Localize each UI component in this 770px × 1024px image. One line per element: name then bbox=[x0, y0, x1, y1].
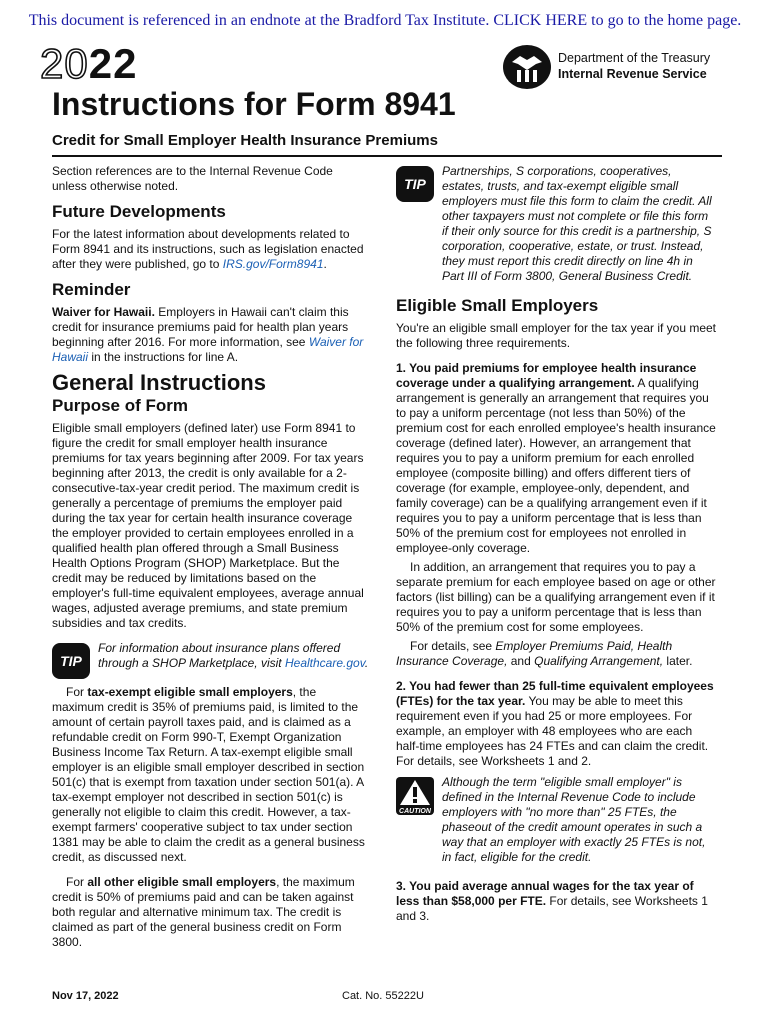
tax-exempt-paragraph: For tax-exempt eligible small employers, the maximum credit is 35% of premiums paid, is limited to the amount of certain payroll taxes paid, and is claimed as a refundable credit on Form 990-T, Exempt Organization Business Income Tax Return. A tax-exempt eligible small employer is an eligible small employer described in section 501(c) that is exempt from taxation under section 501(a). A tax-exempt employer not described in section 501(c) is generally not eligible to claim this credit. However, a tax-exempt farmers' cooperative subject to tax under section 1381 may be able to claim the credit as a general business credit, as discussed next. bbox=[52, 685, 365, 864]
eligible-intro: You're an eligible small employer for the tax year if you meet the following three requirements. bbox=[396, 321, 717, 350]
requirement-1-addition: In addition, an arrangement that requires you to pay a separate premium for each employee based on age or other factors (list billing) can be a qualifying arrangement even if it requires you to pay a uniform percentage that is less than 50% of the premium cost for some employees. bbox=[396, 560, 716, 634]
tip-icon: TIP bbox=[396, 166, 434, 202]
other-employers-paragraph: For all other eligible small employers, the maximum credit is 50% of premiums paid and can be taken against both regular and alternative minimum tax. The credit is claimed as part of the general business credit on Form 3800. bbox=[52, 875, 355, 949]
waiver-text: Waiver for Hawaii. Employers in Hawaii can't claim this credit for insurance premiums paid for health plan years beginning after 2016. For more information, see Waiver for Hawaii in the instructions for line A. bbox=[52, 305, 364, 364]
partnership-tip: TIP Partnerships, S corporations, cooperatives, estates, trusts, and tax-exempt eligible small employers must file this form to claim the credit. All other taxpayers must not complete or file this form if their only source for this credit is a partnership, S corporation, cooperative, estate, or trust. Instead, they must report this credit directly on line 4h in Part III of Form 3800, General Business Credit. bbox=[396, 164, 716, 284]
future-developments-heading: Future Developments bbox=[52, 202, 226, 221]
title-divider bbox=[52, 155, 722, 157]
waiver-for-hawaii-link[interactable]: Waiver for Hawaii bbox=[52, 335, 364, 364]
reminder-heading: Reminder bbox=[52, 280, 131, 299]
general-instructions-heading: General Instructions bbox=[52, 370, 266, 395]
page-subtitle: Credit for Small Employer Health Insurance Premiums bbox=[52, 132, 438, 149]
agency-block: Department of the Treasury Internal Revenue Service bbox=[558, 51, 711, 81]
caution-note: CAUTION Although the term "eligible small employer" is defined in the Internal Revenue Code to include employers with "no more than" 25 FTEs, the phaseout of the credit amount operates in such a way that an employer with exactly 25 FTEs is not, in fact, eligible for the credit. bbox=[396, 775, 716, 865]
irs-form8941-link[interactable]: IRS.gov/Form8941 bbox=[222, 257, 324, 271]
page-title: Instructions for Form 8941 bbox=[52, 86, 456, 122]
healthcare-gov-link[interactable]: Healthcare.gov bbox=[284, 656, 365, 670]
caution-icon bbox=[396, 777, 434, 815]
svg-text:CAUTION: CAUTION bbox=[399, 808, 431, 815]
left-column bbox=[52, 164, 370, 960]
purpose-of-form-heading: Purpose of Form bbox=[52, 396, 189, 415]
details-reference: For details, see Employer Premiums Paid, Health Insurance Coverage, and Qualifying Arrangement, later. bbox=[396, 639, 693, 668]
form-year: 2022 bbox=[40, 40, 138, 87]
requirement-2: 2. You had fewer than 25 full-time equivalent employees (FTEs) for the tax year. You may be able to meet this requirement even if you had 25 or more employees. For example, an employer with 48 employees who are each half-time employees has 24 FTEs and can claim the credit. For details, see Worksheets 1 and 2. bbox=[396, 679, 714, 768]
catalog-number: Cat. No. 55222U bbox=[342, 990, 424, 1002]
purpose-text: Eligible small employers (defined later) use Form 8941 to figure the credit for small employer health insurance premiums for tax years beginning after 2009. For tax years beginning after 2013, the credit is only available for a 2-consecutive-tax-year credit period. The maximum credit is generally a percentage of premiums the employer paid during the tax year for certain health insurance coverage the employer provided to certain employees enrolled in a qualified health plan offered through a Small Business Health Options Program (SHOP) Marketplace. But the credit may be reduced by limitations based on the employer's full-time equivalent employees, average annual wages, adjusted average premiums, and state premium subsidies and tax credits. bbox=[52, 421, 364, 630]
shop-tip: TIP For information about insurance plans offered through a SHOP Marketplace, visit Healthcare.gov. bbox=[52, 641, 370, 671]
irs-eagle-logo bbox=[502, 44, 552, 90]
right-column bbox=[396, 164, 716, 934]
intro-text: Section references are to the Internal Revenue Code unless otherwise noted. bbox=[52, 164, 333, 193]
requirement-1: 1. You paid premiums for employee health insurance coverage under a qualifying arrangement. A qualifying arrangement is generally an arrangement that requires you to pay a uniform percentage (not less than 50%) of the premium cost for each enrolled employee's health insurance coverage (defined later). However, an arrangement that requires you to pay a uniform premium for each enrolled employee (composite billing) and offers different tiers of coverage (for example, employee-only, dependent, and family coverage) can be a qualifying arrangement even if it requires you to pay a uniform percentage that is less than 50% of the premium cost for employees not enrolled in employee-only coverage. bbox=[396, 361, 716, 555]
future-developments-text: For the latest information about developments related to Form 8941 and its instructions, such as legislation enacted after they were published, go to IRS.gov/Form8941. bbox=[52, 227, 364, 271]
revision-date: Nov 17, 2022 bbox=[52, 990, 119, 1002]
endnote-banner-link[interactable]: This document is referenced in an endnote at the Bradford Tax Institute. CLICK HERE to go to the home page. bbox=[28, 12, 742, 29]
tip-icon: TIP bbox=[52, 643, 90, 679]
requirement-3: 3. You paid average annual wages for the tax year of less than $58,000 per FTE. For details, see Worksheets 1 and 3. bbox=[396, 879, 708, 923]
eligible-small-employers-heading: Eligible Small Employers bbox=[396, 296, 599, 315]
